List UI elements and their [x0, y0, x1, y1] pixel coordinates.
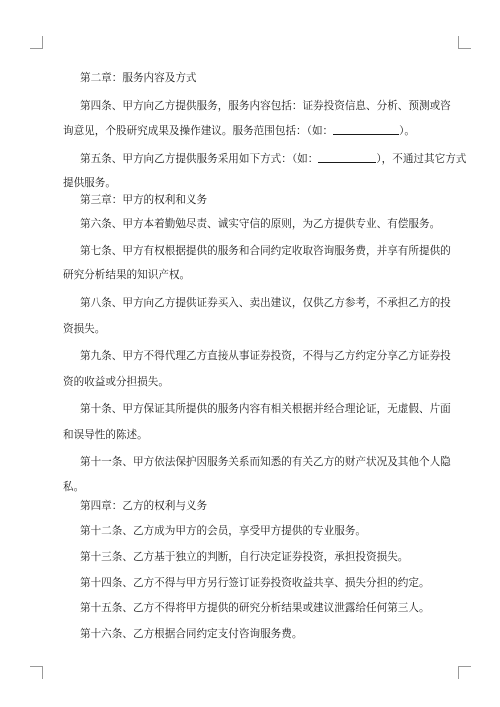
service-method-blank	[318, 152, 376, 163]
article-14: 第十四条、乙方不得与甲方另行签订证券投资收益共享、损失分担的约定。	[80, 577, 430, 589]
chapter-3-heading: 第三章：甲方的权利和义务	[80, 194, 208, 206]
article-7-line-1: 第七条、甲方有权根据提供的服务和合同约定收取咨询服务费，并享有所提供的	[80, 245, 451, 257]
article-5-text: 第五条、甲方向乙方提供服务采用如下方式：（如：	[80, 153, 319, 165]
chapter-4-heading: 第四章：乙方的权利与义务	[80, 500, 208, 512]
article-8-line-2: 资损失。	[63, 323, 106, 335]
article-11-line-2: 私。	[63, 481, 85, 493]
crop-mark-bottom-left	[30, 666, 43, 679]
crop-mark-top-right	[458, 36, 471, 49]
article-10-line-2: 和误导性的陈述。	[63, 429, 148, 441]
crop-mark-top-left	[30, 36, 43, 49]
article-9-line-1: 第九条、甲方不得代理乙方直接从事证券投资，不得与乙方约定分享乙方证券投	[80, 350, 451, 362]
article-10-line-1: 第十条、甲方保证其所提供的服务内容有相关根据并经合理论证，无虚假、片面	[80, 403, 451, 415]
article-16: 第十六条、乙方根据合同约定支付咨询服务费。	[80, 628, 303, 640]
article-5-text-end: ），不通过其它方式	[376, 153, 467, 165]
crop-mark-bottom-right	[458, 666, 471, 679]
article-9-line-2: 资的收益或分担损失。	[63, 376, 169, 388]
article-4-line-1: 第四条、甲方向乙方提供服务，服务内容包括：证券投资信息、分析、预测或咨	[80, 100, 451, 112]
article-15: 第十五条、乙方不得将甲方提供的研究分析结果或建议泄露给任何第三人。	[80, 602, 430, 614]
chapter-2-heading: 第二章：服务内容及方式	[80, 72, 197, 84]
article-7-line-2: 研究分析结果的知识产权。	[63, 269, 191, 281]
article-4-line-2	[63, 124, 443, 138]
article-8-line-1: 第八条、甲方向乙方提供证券买入、卖出建议，仅供乙方参考，不承担乙方的投	[80, 297, 451, 309]
article-4-text-end: ）。	[399, 125, 416, 137]
article-11-line-1: 第十一条、甲方依法保护因服务关系而知悉的有关乙方的财产状况及其他个人隐	[80, 456, 451, 468]
article-4-text: 询意见，个股研究成果及操作建议。服务范围包括：（如：	[63, 125, 334, 137]
article-12: 第十二条、乙方成为甲方的会员，享受甲方提供的专业服务。	[80, 525, 367, 537]
article-5-line-2: 提供服务。	[63, 177, 116, 189]
service-scope-blank	[333, 124, 399, 135]
article-13: 第十三条、乙方基于独立的判断，自行决定证券投资，承担投资损失。	[80, 551, 409, 563]
article-5-line-1	[80, 152, 467, 166]
article-6: 第六条、甲方本着勤勉尽责、诚实守信的原则，为乙方提供专业、有偿服务。	[80, 218, 441, 230]
